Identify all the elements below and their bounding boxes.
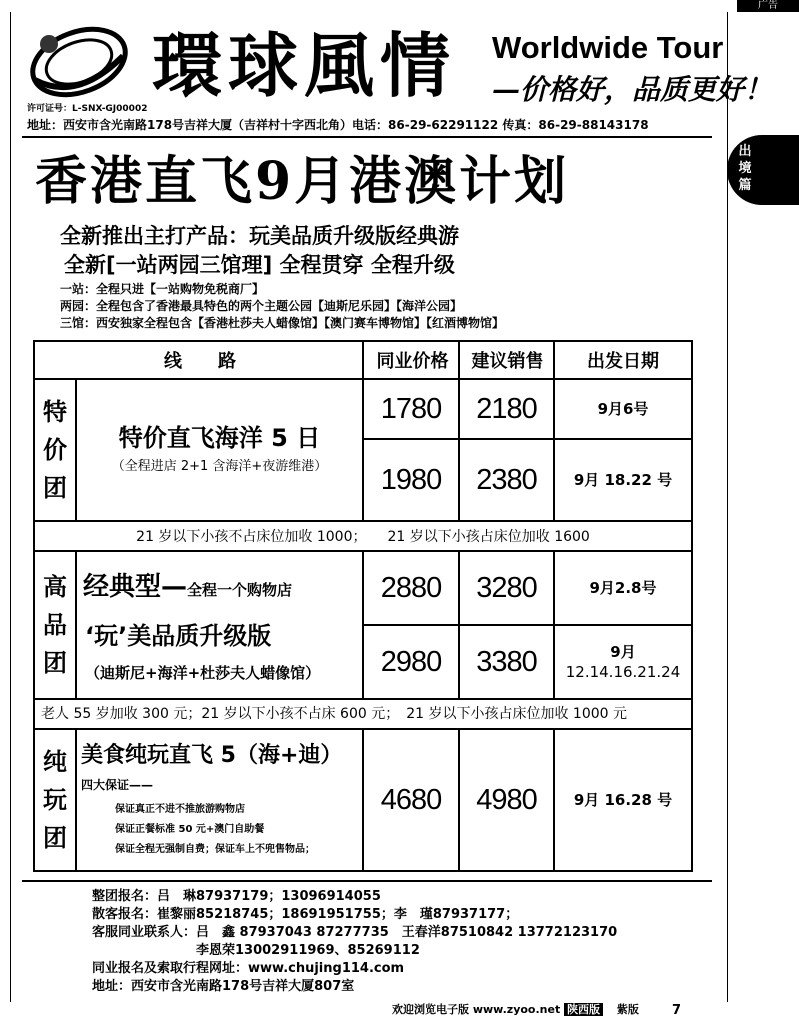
- section-tab: [727, 135, 799, 205]
- edition-label: 紫版: [616, 1003, 639, 1016]
- promo-subheadline: 全新[一站两园三馆理] 全程贯穿 全程升级: [64, 253, 455, 277]
- company-address: 地址：西安市含光南路178号吉祥大厦（吉祥村十字西北角）电话：86-29-62291122 传真：86-29-88143178: [27, 118, 649, 132]
- group-booking-contact: 整团报名：吕 琳87937179；13096914055: [92, 889, 381, 904]
- table-line: [458, 342, 460, 378]
- child-surcharge-note: 21 岁以下小孩不占床位加收 1000； 21 岁以下小孩占床位加收 1600: [136, 529, 590, 545]
- departure-date: [555, 626, 691, 698]
- departure-date: 9月2.8号: [589, 579, 657, 597]
- trade-price: 2980: [380, 645, 442, 678]
- group-label-char: 高: [43, 573, 67, 601]
- group-label-premium: [35, 552, 75, 698]
- departure-month: 9月: [610, 643, 636, 661]
- route-title-main: 经典型—: [83, 572, 188, 602]
- trade-service-contact-2: 李恩荣13002911969、85269112: [92, 943, 420, 958]
- brand-slogan: —价格好，品质更好！: [492, 73, 773, 106]
- group-label-char: 团: [43, 474, 67, 502]
- section-tab-char: 出: [738, 144, 752, 159]
- departure-days: 12.14.16.21.24: [565, 663, 681, 681]
- page-number: 7: [672, 1003, 682, 1018]
- trade-price: 2880: [380, 571, 442, 604]
- group-label-char: 品: [43, 611, 67, 639]
- guarantee-item: 保证真正不进不推旅游购物店: [115, 804, 245, 815]
- retail-price: 2180: [476, 392, 537, 425]
- departure-date: 9月6号: [597, 400, 649, 418]
- trade-price: 4680: [380, 783, 442, 816]
- brand-name-chinese: 環球風情: [152, 24, 456, 107]
- divider: [22, 136, 712, 138]
- group-label-pure-tour: [35, 730, 75, 870]
- guarantee-item: 保证正餐标准 50 元+澳门自助餐: [115, 824, 265, 835]
- feature-one-stop: 一站：全程只进【一站购物免税商厂】: [60, 282, 265, 296]
- route-title: [83, 566, 292, 603]
- edition-tag: 陕西版: [564, 1003, 603, 1016]
- group-label-char: 玩: [43, 786, 67, 814]
- bottom-bar-text: 欢迎浏览电子版 www.zyoo.net: [392, 1003, 561, 1016]
- section-tab-char: 篇: [738, 178, 752, 193]
- table-line: [553, 342, 555, 378]
- section-tab-char: 境: [738, 161, 752, 176]
- group-label-special: [35, 380, 75, 520]
- table-line: [362, 342, 364, 378]
- group-label-char: 特: [43, 398, 67, 426]
- brand-name-english: Worldwide Tour: [492, 30, 724, 65]
- retail-price: 4980: [476, 783, 537, 816]
- route-subtitle: （全程进店 2+1 含海洋+夜游维港）: [111, 459, 328, 474]
- bottom-bar: [392, 1003, 639, 1017]
- globe-logo-icon: [27, 22, 131, 102]
- header-retail-price: 建议销售: [471, 351, 544, 372]
- trade-price: 1980: [380, 463, 442, 496]
- group-label-char: 团: [43, 824, 67, 852]
- website-info: 同业报名及索取行程网址：www.chujing114.com: [92, 961, 405, 976]
- ad-label: 广告: [737, 0, 799, 12]
- senior-child-surcharge-note: 老人 55 岁加收 300 元；21 岁以下小孩不占床 600 元； 21 岁以下小孩占床位加收 1000 元: [41, 706, 628, 722]
- departure-date: 9月 16.28 号: [573, 791, 673, 809]
- header-departure-dates: 出发日期: [587, 351, 659, 372]
- group-label-char: 团: [43, 649, 67, 677]
- route-title-note: 全程一个购物店: [187, 581, 293, 599]
- group-label-char: 价: [43, 436, 67, 464]
- retail-price: 3280: [476, 571, 537, 604]
- trade-price: 1780: [380, 392, 442, 425]
- retail-price: 2380: [476, 463, 537, 496]
- route-title: 特价直飞海洋 5 日: [118, 424, 321, 452]
- header-trade-price: 同业价格: [376, 351, 449, 372]
- route-title: 美食纯玩直飞 5（海+迪）: [81, 743, 343, 768]
- divider: [22, 880, 712, 882]
- feature-two-parks: 两园：全程包含了香港最具特色的两个主题公园【迪斯尼乐园】【海洋公园】: [60, 299, 463, 313]
- route-line2: ‘玩’美品质升级版: [85, 622, 272, 650]
- header-route: 线 路: [164, 351, 236, 372]
- route-cell: [77, 730, 362, 870]
- route-cell: [77, 552, 362, 698]
- guarantee-title: 四大保证——: [81, 778, 154, 792]
- office-address: 地址：西安市含光南路178号吉祥大厦807室: [92, 979, 355, 994]
- guarantee-item: 保证全程无强制自费；保证车上不兜售物品；: [115, 844, 315, 855]
- individual-booking-contact: 散客报名：崔黎丽85218745；18691951755；李 瑾87937177；: [92, 907, 519, 922]
- route-subtitle: （迪斯尼+海洋+杜莎夫人蜡像馆）: [85, 664, 321, 682]
- feature-three-museums: 三馆：西安独家全程包含【香港杜莎夫人蜡像馆】【澳门赛车博物馆】【红酒博物馆】: [60, 316, 505, 330]
- route-cell: [77, 380, 362, 520]
- group-label-char: 纯: [43, 748, 67, 776]
- tour-table: [33, 340, 693, 872]
- departure-date: 9月 18.22 号: [573, 471, 673, 489]
- promo-headline: 全新推出主打产品：玩美品质升级版经典游: [60, 224, 459, 248]
- page-title: 香港直飞9月港澳计划: [35, 151, 570, 212]
- retail-price: 3380: [476, 645, 537, 678]
- license-number: 许可证号：L-SNX-GJ00002: [27, 104, 148, 114]
- trade-service-contact: 客服同业联系人：吕 鑫 87937043 87277735 王春洋87510842 13772123170: [92, 925, 618, 940]
